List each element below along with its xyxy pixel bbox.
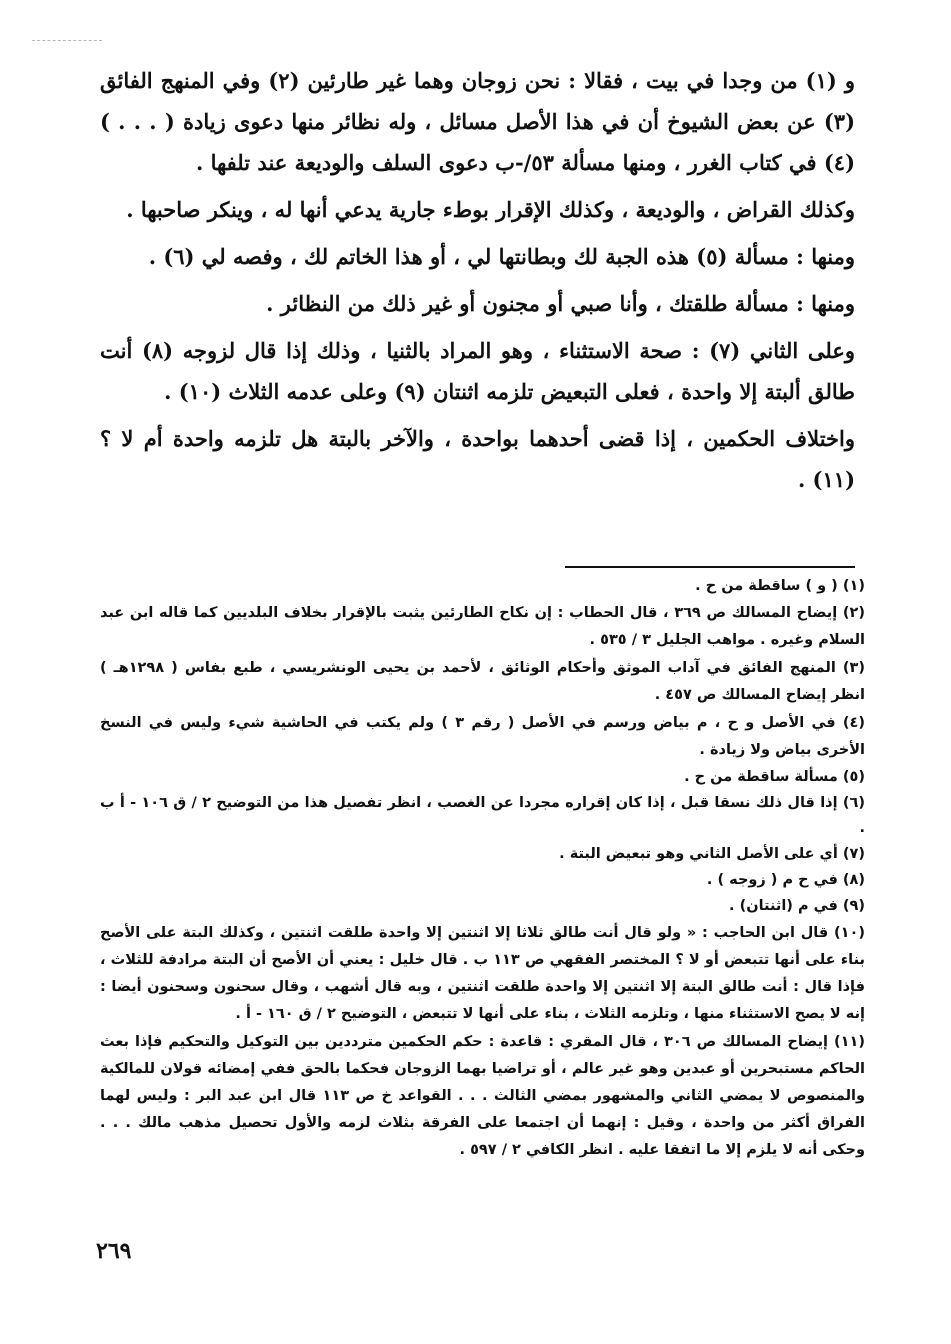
paragraph: واختلاف الحكمين ، إذا قضى أحدهما بواحدة ، والآخر بالبتة هل تلزمه واحدة أم لا ؟ (١١) . (100, 426, 855, 492)
scan-artifact-line (32, 40, 102, 41)
footnote: (١) ( و ) ساقطة من ح . (695, 578, 865, 594)
paragraph: ومنها : مسألة (٥) هذه الجبة لك وبطانتها لي ، أو هذا الخاتم لك ، وفصه لي (٦) . (148, 244, 855, 269)
footnote-separator (565, 566, 855, 568)
footnote: (١٠) قال ابن الحاجب : « ولو قال أنت طالق ثلاثا إلا اثنتين إلا واحدة طلقت اثنتين ، وكذلك البتة على الأصح بناء على أنها تتبعض أو لا ؟ المختصر الفقهي ص ١١٣ ب . قال خليل : يعني أن الأصح أن البتة مرادفة للثلاث ، فإذا قال : أنت طالق البتة إلا اثنتين إلا واحدة طلقت اثنتين ، وبه قال أشهب ، وقال سحنون وسحنون أيضا : إنه لا يصح الاستثناء منها ، وتلزمه الثلاث ، بناء على أنها لا تتبعض ، التوضيح ٢ / ق ١٦٠ - أ . (100, 925, 865, 1022)
footnote: (٦) إذا قال ذلك نسقا قبل ، إذا كان إقراره مجردا عن الغصب ، انظر تفصيل هذا من التوضيح ٢ / ق ١٠٦ - أ ب . (100, 795, 865, 836)
footnote: (١١) إيضاح المسالك ص ٣٠٦ ، قال المقري : قاعدة : حكم الحكمين مترددين بين التوكيل والتحكيم فإذا بعث الحاكم مستبحرين أو عبدين وهو غير عالم ، أو تراضيا بهما الزوجان فحكما بالحق ففي إمضائه قولان للمالكية والمنصوص لا يمضي الثاني والمشهور بمضي الثالث . . . القواعد خ ص ١١٣ قال ابن عبد البر : وليس لهما الفراق أكثر من واحدة ، وقيل : إنهما أن اجتمعا على الفرقة بثلاث لزمه والأول تحصيل مذهب مالك . . . وحكى أنه لا يلزم إلا ما اتفقا عليه . انظر الكافي ٢ / ٥٩٧ . (100, 1034, 865, 1158)
footnote: (٥) مسألة ساقطة من ح . (684, 769, 865, 785)
footnotes (100, 574, 865, 1165)
footnote: (٢) إيضاح المسالك ص ٣٦٩ ، قال الحطاب : إن نكاح الطارئين يثبت بالإقرار بخلاف البلديين كما قاله ابن عبد السلام وغيره . مواهب الجليل ٣ / ٥٣٥ . (100, 605, 865, 648)
paragraph: ومنها : مسألة طلقتك ، وأنا صبي أو مجنون أو غير ذلك من النظائر . (266, 291, 855, 316)
footnote: (٤) في الأصل و ح ، م بياض ورسم في الأصل ( رقم ٣ ) ولم يكتب في الحاشية شيء وليس في النسخ الأخرى بياض ولا زيادة . (100, 715, 865, 758)
footnote: (٩) في م (اثنتان) . (729, 898, 865, 914)
paragraph: وكذلك القراض ، والوديعة ، وكذلك الإقرار بوطء جارية يدعي أنها له ، وينكر صاحبها . (126, 197, 855, 222)
paragraph: وعلى الثاني (٧) : صحة الاستثناء ، وهو المراد بالثنيا ، وذلك إذا قال لزوجه (٨) أنت طالق ألبتة إلا واحدة ، فعلى التبعيض تلزمه اثنتان (٩) وعلى عدمه الثلاث (١٠) . (100, 338, 855, 404)
footnote: (٧) أي على الأصل الثاني وهو تبعيض البتة . (559, 846, 865, 862)
footnote: (٣) المنهج الفائق في آداب الموثق وأحكام الوثائق ، لأحمد بن يحيى الونشريسي ، طبع بفاس ( ١٢٩٨هـ ) انظر إيضاح المسالك ص ٤٥٧ . (100, 660, 865, 703)
paragraph: و (١) من وجدا في بيت ، فقالا : نحن زوجان وهما غير طارئين (٢) وفي المنهج الفائق (٣) عن بعض الشيوخ أن في هذا الأصل مسائل ، وله نظائر منها دعوى زيادة ( . . . ) (٤) في كتاب الغرر ، ومنها مسألة ٥٣/-ب دعوى السلف والوديعة عند تلفها . (100, 68, 856, 175)
page-number: ٢٦٩ (96, 1238, 132, 1264)
main-text (100, 60, 855, 506)
footnote: (٨) في ح م ( زوجه ) . (706, 872, 865, 888)
